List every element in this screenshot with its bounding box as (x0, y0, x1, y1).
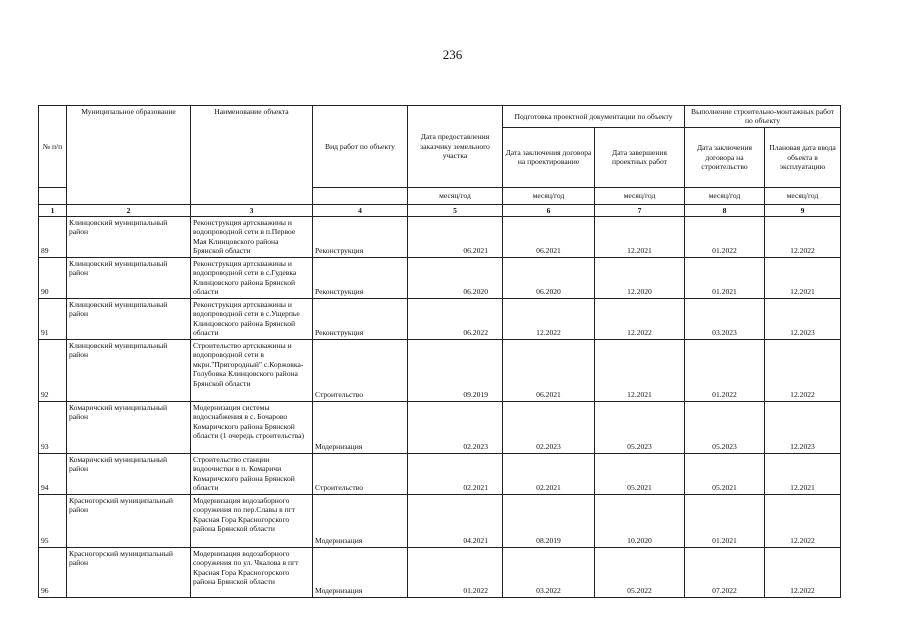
row-design-done: 12.2020 (595, 257, 685, 298)
row-commission: 12.2021 (765, 453, 841, 494)
row-work-type: Модернизация (313, 401, 408, 453)
row-municipality: Комаричский муниципальный район (67, 401, 191, 453)
row-construction-contract: 05.2021 (685, 453, 765, 494)
row-design-contract: 06.2020 (503, 257, 595, 298)
column-number: 1 (39, 204, 67, 216)
header-num: № п/п (39, 106, 67, 188)
column-number: 4 (313, 204, 408, 216)
units-cell: месяц/год (595, 187, 685, 204)
row-design-done: 12.2021 (595, 339, 685, 401)
table-row (39, 216, 841, 257)
row-number: 89 (39, 216, 67, 257)
row-object: Реконструкция артскважины и водопроводной сети в с.Ущерпье Клинцовского района Брянской области (191, 298, 313, 339)
column-number: 6 (503, 204, 595, 216)
row-work-type: Модернизация (313, 494, 408, 547)
table-row (39, 339, 841, 401)
header-construction-contract: Дата заключения договора на строительство (685, 127, 765, 187)
row-municipality: Клинцовский муниципальный район (67, 339, 191, 401)
row-land-date: 02.2023 (408, 401, 503, 453)
header-design-group: Подготовка проектной документации по объекту (503, 106, 685, 128)
row-design-done: 12.2021 (595, 216, 685, 257)
column-number: 2 (67, 204, 191, 216)
row-design-contract: 02.2021 (503, 453, 595, 494)
header-design-done: Дата завершения проектных работ (595, 127, 685, 187)
row-construction-contract: 01.2022 (685, 216, 765, 257)
row-work-type: Строительство (313, 453, 408, 494)
row-municipality: Клинцовский муниципальный район (67, 298, 191, 339)
header-construction-group: Выполнение строительно-монтажных работ по объекту (685, 106, 841, 128)
row-design-contract: 08.2019 (503, 494, 595, 547)
row-design-contract: 06.2021 (503, 216, 595, 257)
row-number: 90 (39, 257, 67, 298)
row-design-contract: 12.2022 (503, 298, 595, 339)
header-design-contract: Дата заключения договора на проектирование (503, 127, 595, 187)
header-land-date: Дата предоставления заказчику земельного участка (408, 106, 503, 188)
row-work-type: Строительство (313, 339, 408, 401)
row-number: 93 (39, 401, 67, 453)
row-construction-contract: 03.2023 (685, 298, 765, 339)
row-object: Реконструкция артскважины и водопроводной сети в с.Гудевка Клинцовского района Брянской области (191, 257, 313, 298)
row-land-date: 06.2020 (408, 257, 503, 298)
table-row (39, 494, 841, 547)
header-commission-date: Плановая дата ввода объекта в эксплуатацию (765, 127, 841, 187)
column-number: 8 (685, 204, 765, 216)
header-object-name: Наименование объекта (191, 106, 313, 205)
row-municipality: Клинцовский муниципальный район (67, 257, 191, 298)
row-number: 91 (39, 298, 67, 339)
row-commission: 12.2023 (765, 401, 841, 453)
row-work-type: Реконструкция (313, 257, 408, 298)
row-land-date: 06.2021 (408, 216, 503, 257)
column-number: 3 (191, 204, 313, 216)
units-cell: месяц/год (503, 187, 595, 204)
row-number: 95 (39, 494, 67, 547)
row-object: Строительство артскважины и водопроводной сети в мкрн."Пригородный" с.Коржовка-Голубовка Клинцовского района Брянской области (191, 339, 313, 401)
row-design-done: 12.2022 (595, 298, 685, 339)
row-commission: 12.2021 (765, 257, 841, 298)
row-commission: 12.2022 (765, 494, 841, 547)
row-design-done: 05.2022 (595, 547, 685, 597)
row-object: Строительство станции водоочистки в п. Комаричи Комаричского района Брянской области (191, 453, 313, 494)
row-municipality: Красногорский муниципальный район (67, 547, 191, 597)
row-work-type: Реконструкция (313, 298, 408, 339)
table-row (39, 298, 841, 339)
table-row (39, 401, 841, 453)
column-number: 9 (765, 204, 841, 216)
row-municipality: Клинцовский муниципальный район (67, 216, 191, 257)
row-commission: 12.2022 (765, 216, 841, 257)
row-land-date: 06.2022 (408, 298, 503, 339)
row-number: 92 (39, 339, 67, 401)
row-work-type: Реконструкция (313, 216, 408, 257)
row-design-done: 05.2023 (595, 401, 685, 453)
row-commission: 12.2022 (765, 339, 841, 401)
table-row (39, 257, 841, 298)
table-row (39, 547, 841, 597)
row-number: 94 (39, 453, 67, 494)
row-construction-contract: 01.2021 (685, 257, 765, 298)
row-object: Реконструкция артскважины и водопроводной сети в п.Первое Мая Клинцовского района Брянской области (191, 216, 313, 257)
units-num (39, 187, 67, 204)
units-work-type (313, 187, 408, 204)
row-design-done: 05.2021 (595, 453, 685, 494)
row-construction-contract: 01.2022 (685, 339, 765, 401)
units-cell: месяц/год (685, 187, 765, 204)
row-design-contract: 06.2021 (503, 339, 595, 401)
units-cell: месяц/год (408, 187, 503, 204)
row-design-contract: 03.2022 (503, 547, 595, 597)
row-design-contract: 02.2023 (503, 401, 595, 453)
units-cell: месяц/год (765, 187, 841, 204)
row-land-date: 09.2019 (408, 339, 503, 401)
construction-schedule-table (38, 105, 841, 598)
row-land-date: 01.2022 (408, 547, 503, 597)
row-object: Модернизация водозаборного сооружения по ул. Чкалова в пгт Красная Гора Красногорского района Брянской области (191, 547, 313, 597)
row-object: Модернизация системы водоснабжения в с. Бочарово Комаричского района Брянской области (1 очередь строительства) (191, 401, 313, 453)
row-construction-contract: 01.2021 (685, 494, 765, 547)
row-number: 96 (39, 547, 67, 597)
row-commission: 12.2022 (765, 547, 841, 597)
column-number: 5 (408, 204, 503, 216)
header-municipality: Муниципальное образование (67, 106, 191, 205)
row-commission: 12.2023 (765, 298, 841, 339)
row-municipality: Красногорский муниципальный район (67, 494, 191, 547)
column-number: 7 (595, 204, 685, 216)
row-object: Модернизация водозаборного сооружения по пер.Славы в пгт Красная Гора Красногорского района Брянской области (191, 494, 313, 547)
table-row (39, 453, 841, 494)
row-land-date: 02.2021 (408, 453, 503, 494)
row-design-done: 10.2020 (595, 494, 685, 547)
row-municipality: Комаричский муниципальный район (67, 453, 191, 494)
row-work-type: Модернизация (313, 547, 408, 597)
page-number: 236 (442, 47, 463, 62)
row-land-date: 04.2021 (408, 494, 503, 547)
row-construction-contract: 05.2023 (685, 401, 765, 453)
header-work-type: Вид работ по объекту (313, 106, 408, 188)
row-construction-contract: 07.2022 (685, 547, 765, 597)
